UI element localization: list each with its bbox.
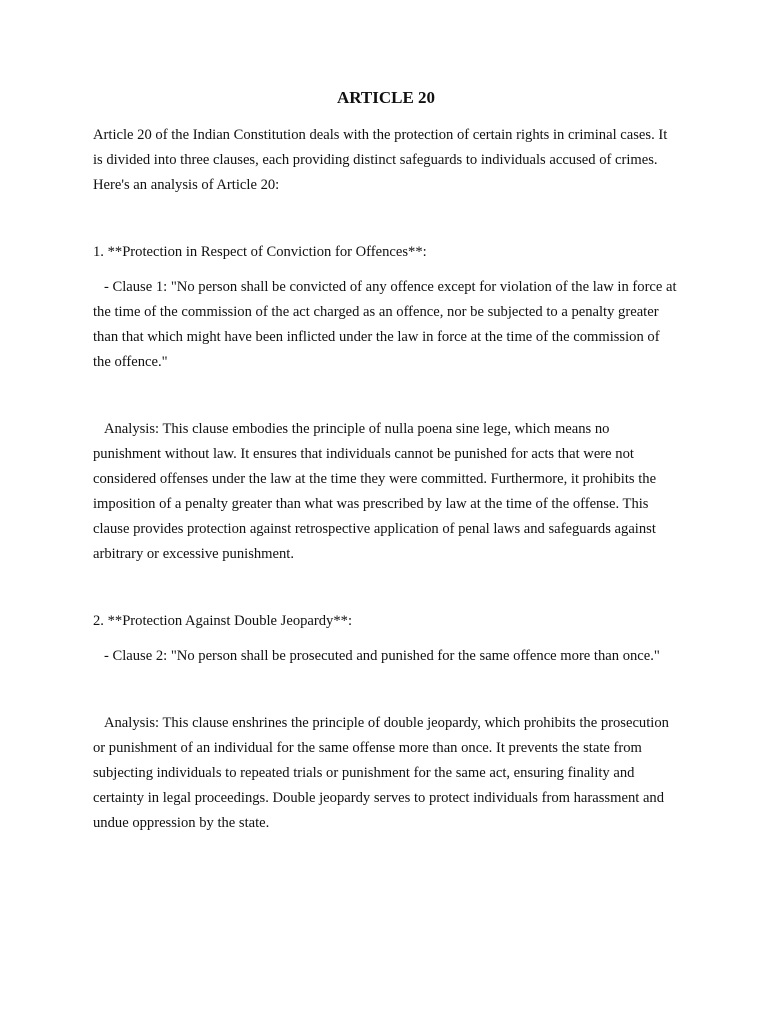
document-title: ARTICLE 20 (336, 88, 436, 107)
spacer (93, 198, 679, 240)
section-1-heading: 1. **Protection in Respect of Conviction for Offences**: (93, 244, 427, 260)
section-2-clause: - Clause 2: "No person shall be prosecuted and punished for the same offence more than once." (93, 648, 660, 664)
section-2-analysis: Analysis: This clause enshrines the principle of double jeopardy, which prohibits the prosecution or punishment of an individual for the same offense more than once. It prevents the state from subjecting individuals to repeated trials or punishment for the same act, ensuring finality and certainty in legal proceedings. Double jeopardy serves to protect individuals from harassment and undue oppression by the state. (93, 715, 673, 831)
spacer (93, 634, 679, 644)
section-1-analysis: Analysis: This clause embodies the principle of nulla poena sine lege, which means no punishment without law. It ensures that individuals cannot be punished for acts that were not considered offenses under the law at the time they were committed. Furthermore, it prohibits the imposition of a penalty greater than what was prescribed by law at the time of the offense. This clause provides protection against retrospective application of penal laws and safeguards against arbitrary or excessive punishment. (93, 421, 660, 562)
spacer (93, 567, 679, 609)
section-2-heading: 2. **Protection Against Double Jeopardy**: (93, 613, 353, 629)
intro-paragraph: Article 20 of the Indian Constitution deals with the protection of certain rights in criminal cases. It is divided into three clauses, each providing distinct safeguards to individuals accused of crimes. Here's an analysis of Article 20: (93, 127, 668, 193)
spacer (93, 265, 679, 275)
spacer (93, 375, 679, 417)
document-page (93, 86, 679, 836)
spacer (93, 669, 679, 711)
section-1-clause: - Clause 1: "No person shall be convicted of any offence except for violation of the law in force at the time of the commission of the act charged as an offence, nor be subjected to a penalty greater than that which might have been inflicted under the law in force at the time of the commission of the offence." (93, 279, 681, 370)
